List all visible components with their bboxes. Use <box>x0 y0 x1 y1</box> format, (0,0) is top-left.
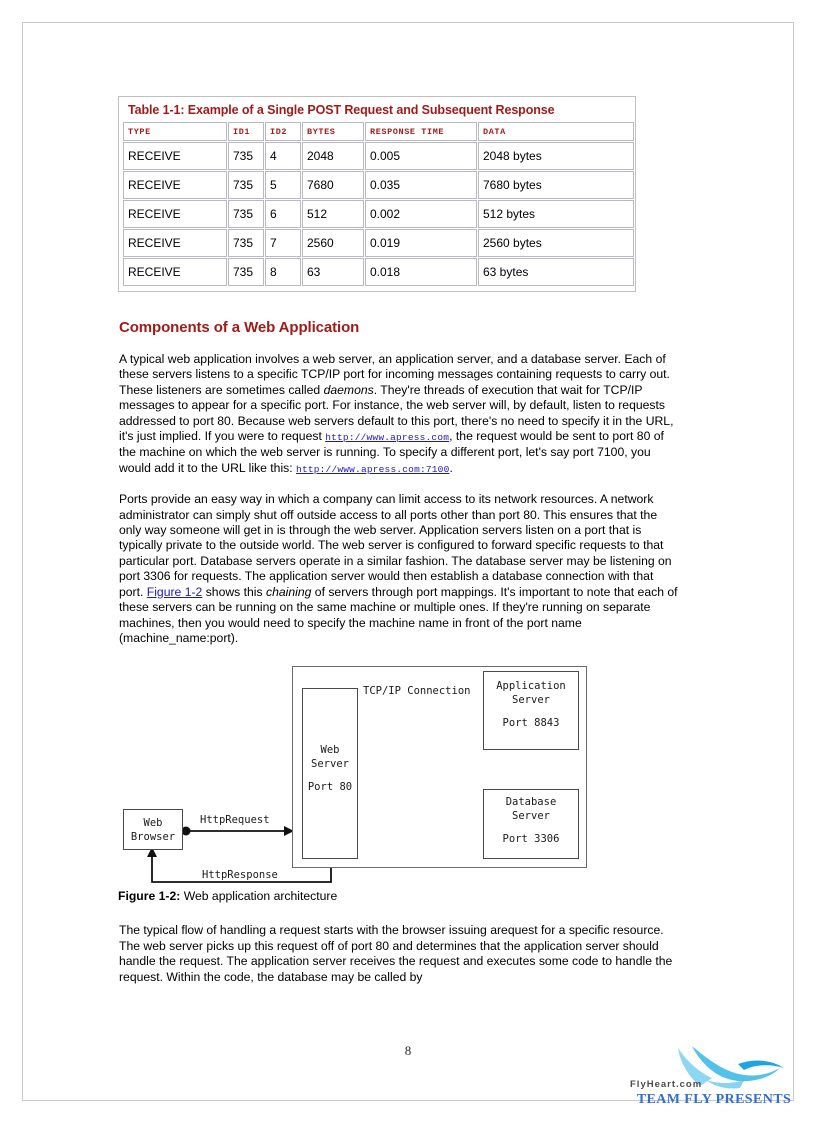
term-chaining: chaining <box>266 584 312 599</box>
cell-type: RECEIVE <box>123 142 227 170</box>
paragraph-2-part-c: of servers through port mappings. It's important to note that each of these servers can be running on the same machine or multiple ones. If they're running on separate machines, then you would need to specify the machine name in front of the port name (machine_name:port). <box>119 584 678 645</box>
table-row <box>123 171 634 199</box>
cell-data: 7680 bytes <box>478 171 634 199</box>
cell-id1: 735 <box>228 171 264 199</box>
cell-response-time: 0.035 <box>365 171 477 199</box>
flyheart-wordmark: FlyHeart.com <box>630 1079 703 1090</box>
table-row <box>123 142 634 170</box>
column-header-data: DATA <box>478 122 634 141</box>
link-apress-url-port[interactable]: http://www.apress.com:7100 <box>296 463 450 475</box>
paragraph-3: The typical flow of handling a request starts with the browser issuing arequest for a specific resource. The web server picks up this request off of port 80 and determines that the application server should handle the request. The application server receives the request and executes some code to handle the request. Within the code, the database may be called by <box>119 923 673 984</box>
httprequest-label: HttpRequest <box>200 814 270 827</box>
link-figure-1-2[interactable]: Figure 1-2 <box>146 584 203 599</box>
db-server-line1: Database <box>505 796 557 809</box>
web-server-port: Port 80 <box>307 781 353 794</box>
paragraph-1-part-a: A typical web application involves a web server, an application server, and a database server. Each of these servers listens to a specific TCP/IP port for incoming messages containing requests to carry out. These listeners are sometimes called <box>119 352 670 397</box>
column-header-id2: ID2 <box>265 122 301 141</box>
term-daemons: daemons <box>323 382 374 397</box>
table-row <box>123 229 634 257</box>
cell-id2: 5 <box>265 171 301 199</box>
team-fly-presents: TEAM FLY PRESENTS <box>636 1092 792 1107</box>
column-header-type: TYPE <box>123 122 227 141</box>
application-server-box <box>483 671 579 750</box>
app-server-line2: Server <box>512 694 550 707</box>
cell-id2: 8 <box>265 258 301 286</box>
web-browser-box <box>123 809 183 850</box>
cell-data: 2048 bytes <box>478 142 634 170</box>
cell-data: 2560 bytes <box>478 229 634 257</box>
page-number: 8 <box>404 1043 412 1058</box>
cell-response-time: 0.002 <box>365 200 477 228</box>
web-server-line1: Web <box>320 744 340 757</box>
paragraph-2-part-b: shows this <box>202 584 266 599</box>
cell-id2: 6 <box>265 200 301 228</box>
section-heading: Components of a Web Application <box>119 319 360 336</box>
paragraph-1-part-b: . They're threads of execution that wait for TCP/IP messages to appear for a specific port. For instance, the web server will, by default, listen to requests addressed to port 80. Because web servers default to this port, there's no need to specify it in the URL, it's just implied. If you were to request <box>119 382 674 444</box>
figure-1-2 <box>118 663 678 911</box>
tcpip-connection-label: TCP/IP Connection <box>363 685 471 698</box>
link-apress-url[interactable]: http://www.apress.com <box>325 432 450 444</box>
web-server-box <box>302 688 358 859</box>
cell-response-time: 0.018 <box>365 258 477 286</box>
cell-id1: 735 <box>228 258 264 286</box>
cell-type: RECEIVE <box>123 258 227 286</box>
web-server-line2: Server <box>311 758 349 771</box>
httpresponse-label: HttpResponse <box>202 869 278 882</box>
cell-data: 512 bytes <box>478 200 634 228</box>
paragraph-1-part-d: . <box>449 460 453 475</box>
column-header-response-time: RESPONSE TIME <box>365 122 477 141</box>
figure-caption-text: Web application architecture <box>180 889 338 904</box>
table-1-1 <box>118 96 636 292</box>
cell-response-time: 0.019 <box>365 229 477 257</box>
db-server-line2: Server <box>512 810 550 823</box>
db-server-port: Port 3306 <box>502 833 560 846</box>
flyheart-logo <box>620 1046 808 1110</box>
paragraph-2 <box>119 492 678 646</box>
cell-id1: 735 <box>228 200 264 228</box>
column-header-bytes: BYTES <box>302 122 364 141</box>
app-server-line1: Application <box>496 680 566 693</box>
table-header-row <box>123 122 634 141</box>
cell-bytes: 2048 <box>302 142 364 170</box>
web-browser-line1: Web <box>143 817 163 830</box>
cell-type: RECEIVE <box>123 171 227 199</box>
cell-id2: 7 <box>265 229 301 257</box>
app-server-port: Port 8843 <box>502 717 560 730</box>
database-server-box <box>483 789 579 859</box>
column-header-id1: ID1 <box>228 122 264 141</box>
table-caption: Table 1-1: Example of a Single POST Request and Subsequent Response <box>128 103 555 117</box>
cell-response-time: 0.005 <box>365 142 477 170</box>
cell-bytes: 512 <box>302 200 364 228</box>
cell-bytes: 63 <box>302 258 364 286</box>
web-browser-line2: Browser <box>130 831 176 844</box>
cell-bytes: 2560 <box>302 229 364 257</box>
paragraph-1-part-c: , the request would be sent to port 80 of the machine on which the web server is running. To specify a different port, let's say port 7100, you would add it to the URL like this: <box>119 429 664 475</box>
table-row <box>123 258 634 286</box>
post-request-table <box>122 121 635 287</box>
figure-caption-label: Figure 1-2: <box>118 889 181 904</box>
paragraph-2-part-a: Ports provide an easy way in which a company can limit access to its network resources. A network administrator can simply shut off outside access to all ports other than port 80. This ensures that the only way someone will get in is through the web server. Application servers listen on a port that is typically private to the outside world. The web server is configured to forward specific requests to that particular port. Database servers operate in a similar fashion. The database server may be listening on port 3306 for requests. The application server would then establish a database connection with that port. <box>119 492 672 599</box>
cell-data: 63 bytes <box>478 258 634 286</box>
table-row <box>123 200 634 228</box>
cell-id1: 735 <box>228 229 264 257</box>
paragraph-1 <box>119 352 678 477</box>
cell-type: RECEIVE <box>123 229 227 257</box>
page-content <box>118 96 678 985</box>
cell-id1: 735 <box>228 142 264 170</box>
cell-bytes: 7680 <box>302 171 364 199</box>
cell-type: RECEIVE <box>123 200 227 228</box>
cell-id2: 4 <box>265 142 301 170</box>
figure-caption <box>118 889 337 903</box>
